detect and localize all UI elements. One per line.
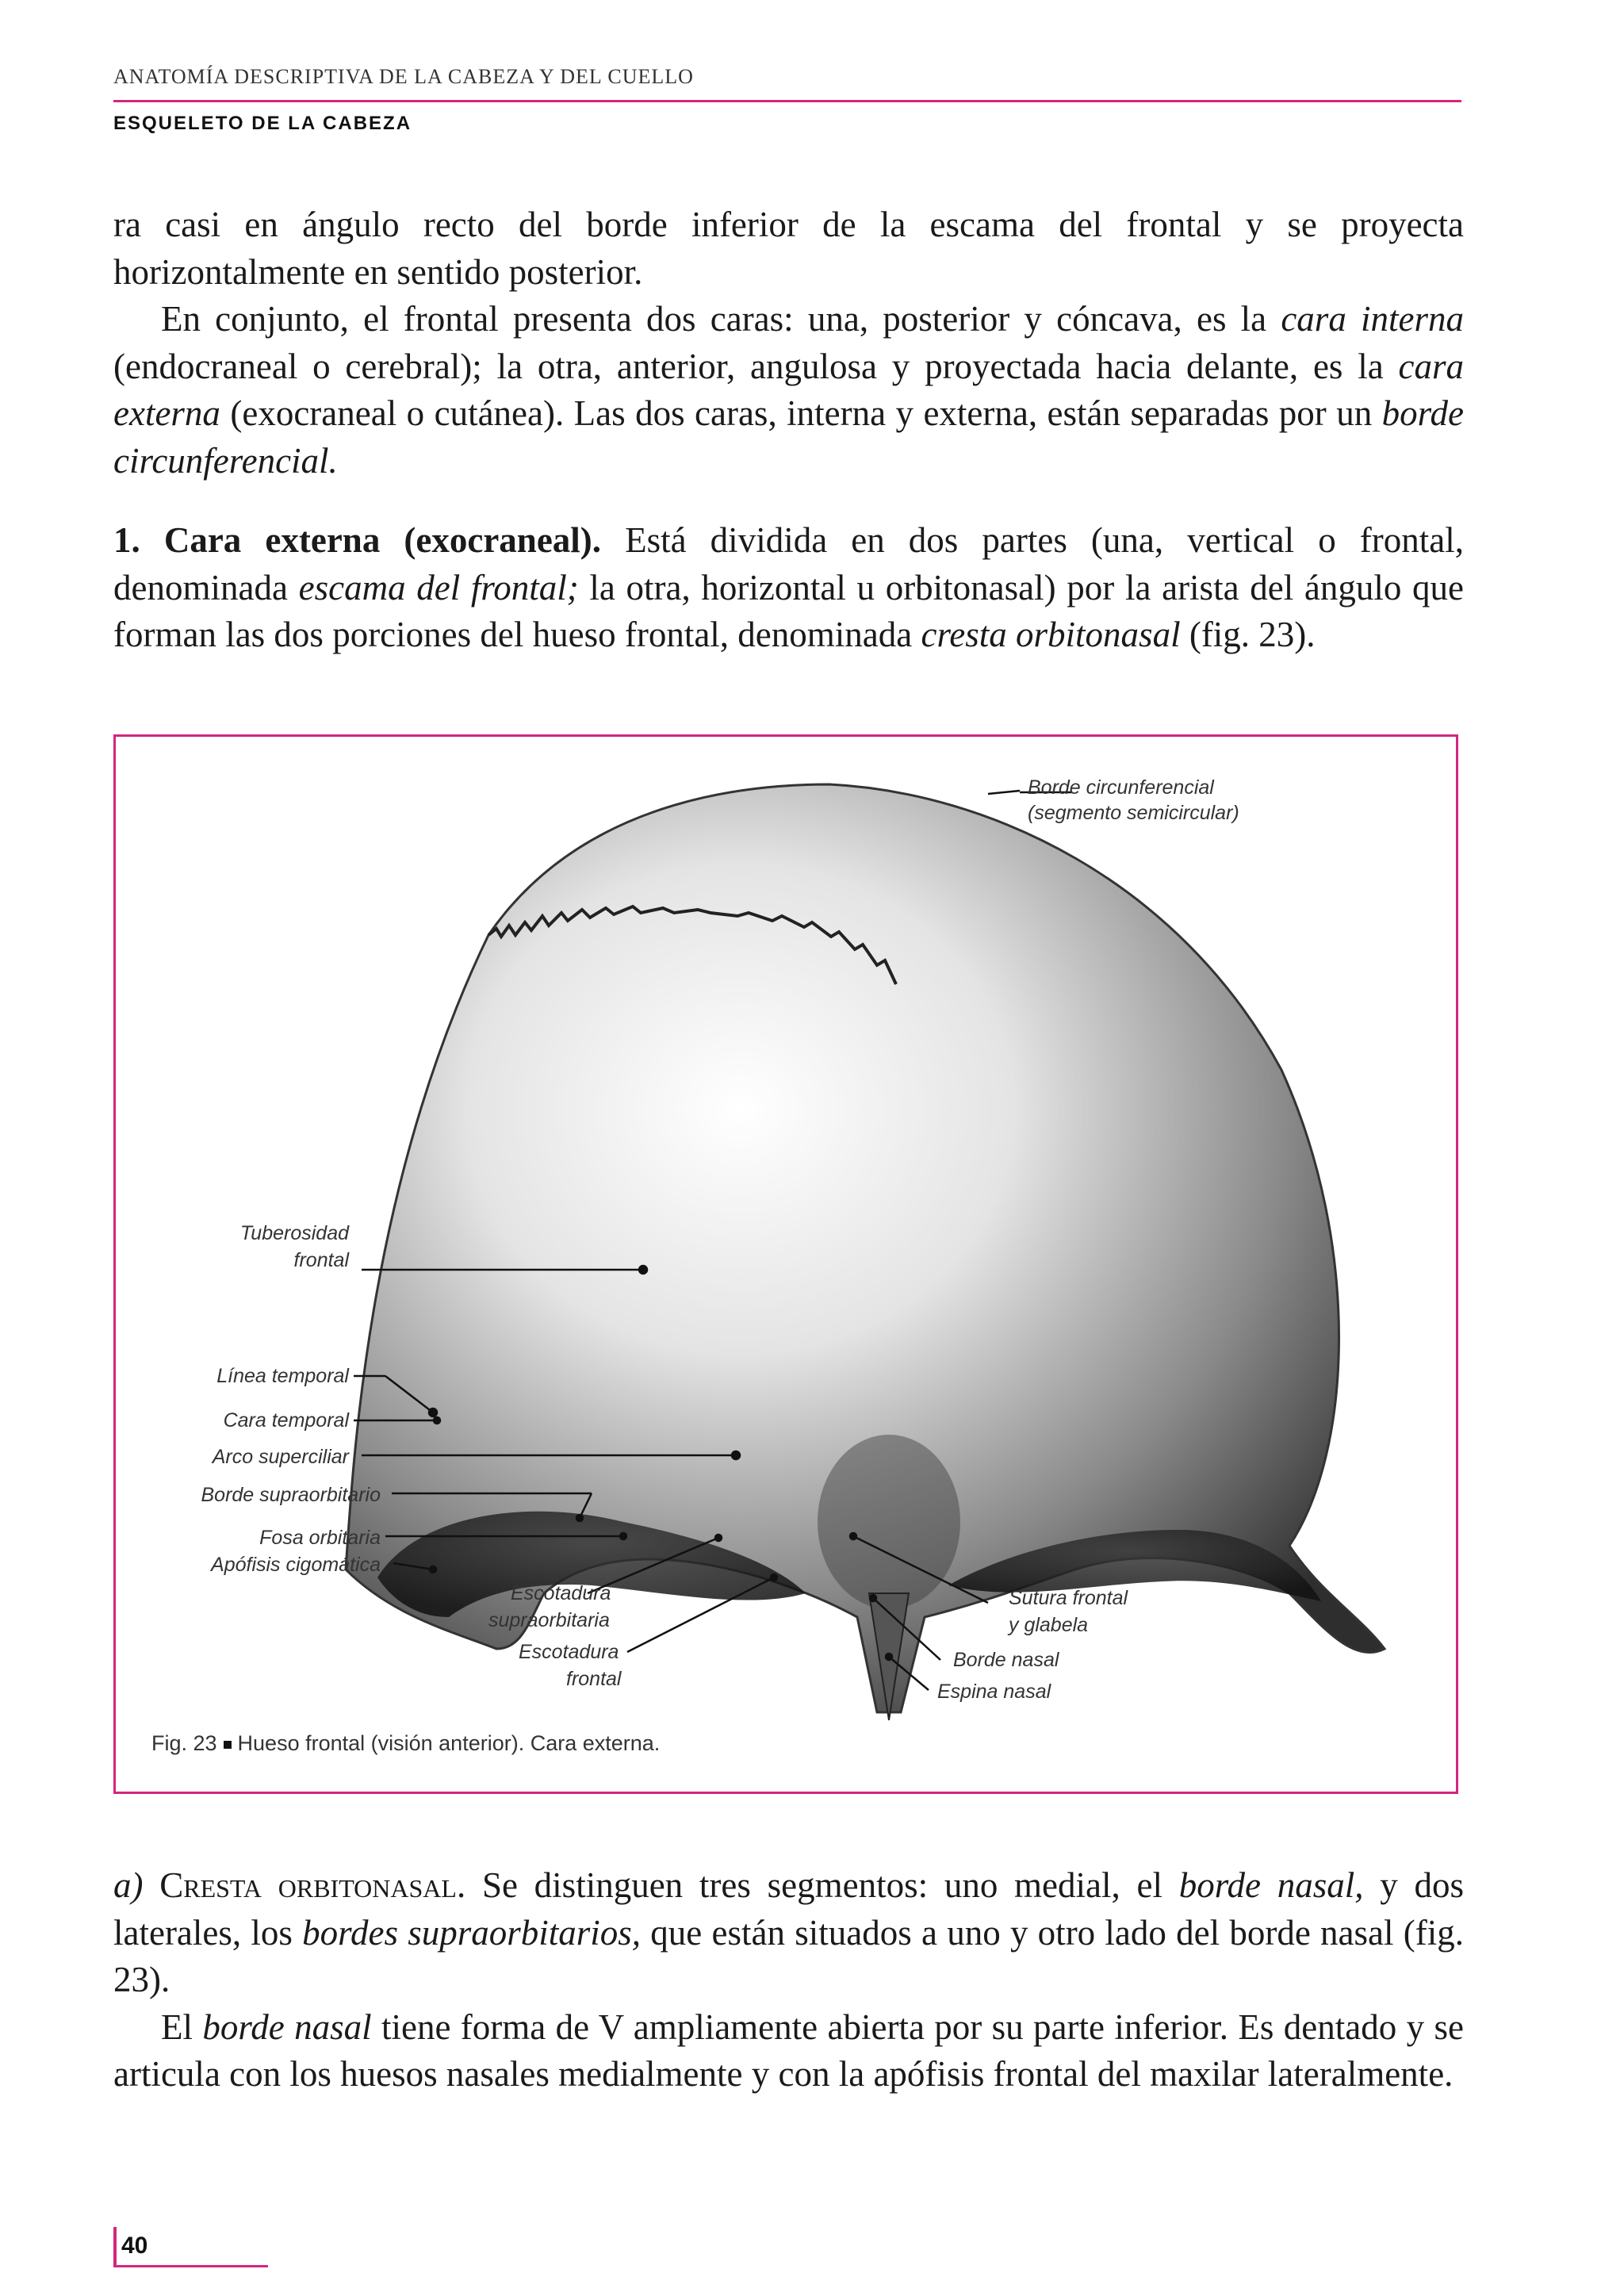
smallcaps-term: Cresta orbitonasal (159, 1865, 457, 1905)
text-run: El (161, 2006, 203, 2047)
page-number: 40 (121, 2233, 148, 2259)
label-borde-nasal: Borde nasal (953, 1649, 1059, 1671)
paragraph (113, 296, 1464, 485)
italic-term: borde nasal, (1178, 1865, 1364, 1905)
label-borde-supraorbitario: Borde supraorbitario (201, 1484, 381, 1506)
caption-text: Hueso frontal (visión anterior). Cara externa. (237, 1731, 661, 1755)
paragraph (113, 1862, 1464, 2004)
text-block-top (113, 201, 1464, 485)
label-linea-temporal: Línea temporal (216, 1365, 349, 1387)
label-espina-nasal: Espina nasal (937, 1681, 1051, 1703)
italic-term: borde circunferencial. (113, 393, 1464, 481)
label-glabela: y glabela (1009, 1614, 1089, 1636)
italic-term: escama del frontal; (298, 567, 579, 607)
glabella-shading (818, 1435, 960, 1609)
figure-23 (113, 734, 1458, 1794)
label-cara-temporal: Cara temporal (223, 1409, 349, 1432)
text-run: En conjunto, el frontal presenta dos caras: una, posterior y cóncava, es la (161, 299, 1281, 339)
paragraph: ra casi en ángulo recto del borde inferior de la escama del frontal y se proyecta horizontalmente en sentido posterior. (113, 205, 1464, 292)
text-run: (fig. 23). (1180, 615, 1316, 654)
label-apofisis-cigomatica: Apófisis cigomática (211, 1554, 381, 1576)
header-rule (113, 100, 1461, 102)
label-tuberosidad: Tuberosidad (239, 1222, 349, 1244)
label-tuberosidad-2: frontal (293, 1249, 349, 1271)
caption-label: Fig. 23 (151, 1731, 217, 1755)
italic-term: cara interna (1281, 299, 1464, 339)
label-fosa-orbitaria: Fosa orbitaria (259, 1527, 381, 1549)
subsection-heading: 1. Cara externa (exocraneal). (113, 520, 602, 560)
label-borde-circunferencial-2: (segmento semicircular) (1028, 802, 1239, 824)
text-run: la otra, horizontal u orbitonasal) por la arista del ángulo que forman las dos porciones del hueso frontal, denominada (113, 567, 1464, 654)
label-escotadura-supraorbitaria: Escotadura (511, 1582, 611, 1604)
text-block-cara-externa (113, 517, 1464, 659)
italic-term: bordes supraorbitarios, (302, 1912, 642, 1953)
label-sutura-frontal: Sutura frontal (1009, 1587, 1128, 1609)
list-marker: a) (113, 1865, 144, 1905)
label-borde-circunferencial: Borde circunferencial (1028, 776, 1214, 799)
italic-term: cara externa (113, 346, 1464, 433)
paragraph (113, 517, 1464, 659)
running-title: ANATOMÍA DESCRIPTIVA DE LA CABEZA Y DEL CUELLO (113, 65, 694, 88)
page-number-marker (113, 2227, 117, 2267)
text-run: tiene forma de V ampliamente abierta por su parte inferior. Es dentado y se articula con los huesos nasales medialmente y con la apófisis frontal del maxilar lateralmente. (113, 2006, 1464, 2094)
text-run: que están situados a uno y otro lado del borde nasal (fig. 23). (113, 1912, 1464, 1999)
text-run: (endocraneal o cerebral); la otra, anterior, angulosa y proyectada hacia delante, es la (113, 346, 1399, 386)
label-arco-superciliar: Arco superciliar (212, 1446, 349, 1468)
label-escotadura-frontal: Escotadura (519, 1641, 619, 1663)
paragraph (113, 2004, 1464, 2098)
text-run: Está dividida en dos partes (una, vertical o frontal, denominada (113, 520, 1464, 607)
italic-term: cresta orbitonasal (921, 615, 1181, 654)
text-block-bottom (113, 1862, 1464, 2098)
text-run: (exocraneal o cutánea). Las dos caras, interna y externa, están separadas por un (220, 393, 1382, 433)
label-escotadura-supraorbitaria-2: supraorbitaria (488, 1609, 610, 1631)
section-title: ESQUELETO DE LA CABEZA (113, 113, 412, 134)
caption-bullet (224, 1741, 232, 1749)
text-run: y dos laterales, los (113, 1865, 1464, 1953)
text-run: . Se distinguen tres segmentos: uno medial, el (456, 1865, 1179, 1905)
label-escotadura-frontal-2: frontal (566, 1668, 622, 1690)
footer-rule (113, 2265, 268, 2267)
figure-caption (151, 1731, 660, 1756)
italic-term: borde nasal (202, 2006, 372, 2047)
